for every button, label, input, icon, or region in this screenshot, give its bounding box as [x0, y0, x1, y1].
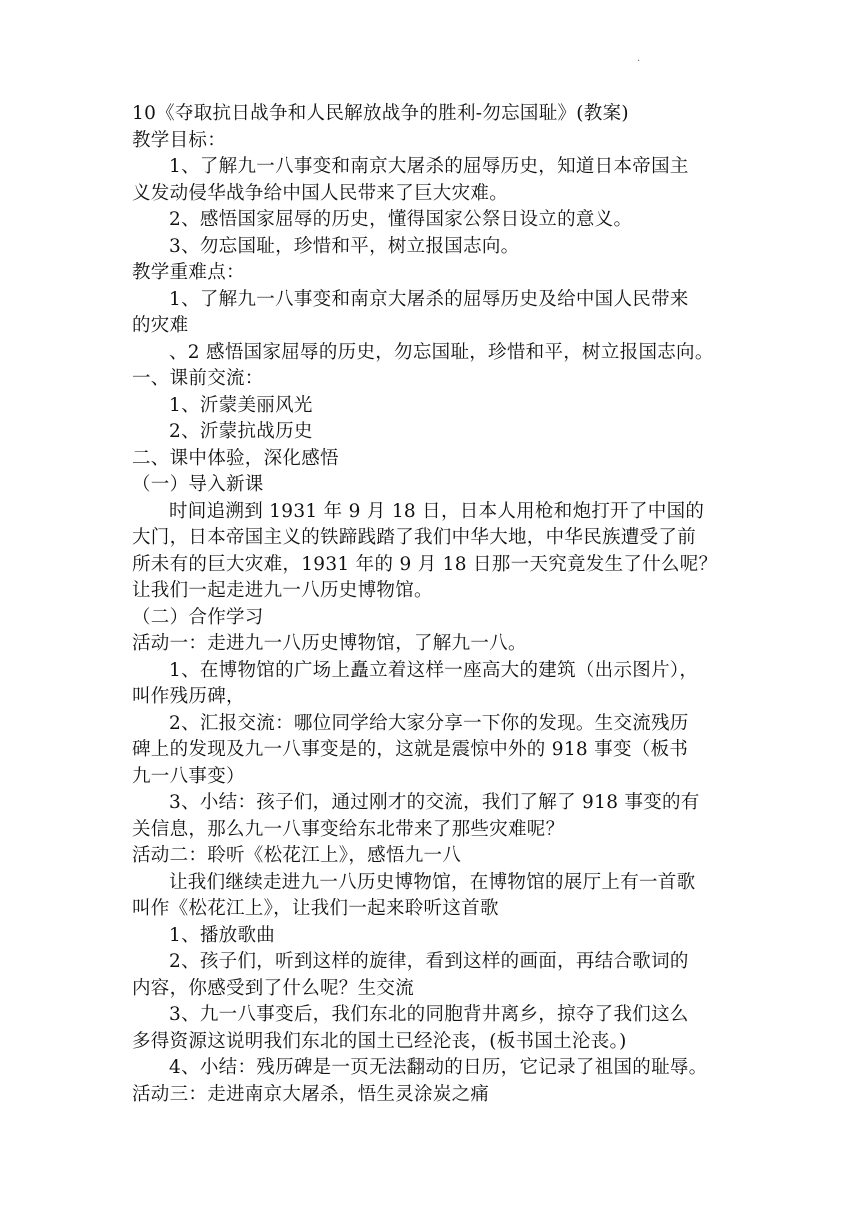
- text-line: 2、沂蒙抗战历史: [169, 421, 313, 442]
- text-line: 2、孩子们，听到这样的旋律，看到这样的画面，再结合歌词的: [169, 951, 689, 972]
- text-line: 、2 感悟国家屈辱的历史，勿忘国耻，珍惜和平，树立报国志向。: [169, 341, 714, 363]
- text-line: 3、小结：孩子们，通过刚才的交流，我们了解了 918 事变的有: [169, 792, 700, 813]
- text-line: 让我们继续走进九一八历史博物馆，在博物馆的展厅上有一首歌: [169, 871, 696, 893]
- text-line: 1、了解九一八事变和南京大屠杀的屈辱历史及给中国人民带来: [169, 288, 689, 310]
- text-line: 活动一：走进九一八历史博物馆，了解九一八。: [132, 633, 527, 654]
- text-line: 大门，日本帝国主义的铁蹄践踏了我们中华大地，中华民族遭受了前: [132, 527, 697, 548]
- text-line: 2、感悟国家屈辱的历史，懂得国家公祭日设立的意义。: [169, 209, 633, 230]
- text-line: 关信息，那么九一八事变给东北带来了那些灾难呢？: [132, 818, 565, 840]
- text-line: 二、课中体验，深化感悟: [132, 447, 339, 469]
- text-line: 3、勿忘国耻，珍惜和平，树立报国志向。: [169, 235, 520, 257]
- text-line: 教学目标：: [132, 129, 227, 151]
- text-line: 所未有的巨大灾难，1931 年的 9 月 18 日那一天究竟发生了什么呢？: [132, 553, 718, 575]
- text-line: （一）导入新课: [132, 474, 264, 495]
- text-line: 的灾难: [132, 315, 189, 336]
- text-line: 2、汇报交流：哪位同学给大家分享一下你的发现。生交流残历: [169, 712, 689, 734]
- text-line: 1、了解九一八事变和南京大屠杀的屈辱历史，知道日本帝国主: [169, 156, 689, 177]
- document-body: [132, 101, 736, 1108]
- text-line: 叫作残历碑，: [132, 686, 245, 707]
- text-line: 碑上的发现及九一八事变是的，这就是震惊中外的 918 事变（板书: [132, 739, 689, 760]
- text-line: 内容，你感受到了什么呢？生交流: [132, 977, 415, 999]
- text-line: 九一八事变）: [132, 765, 245, 787]
- text-line: 1、播放歌曲: [169, 924, 276, 946]
- document-title: 10《夺取抗日战争和人民解放战争的胜利-勿忘国耻》(教案): [132, 103, 629, 124]
- text-line: 活动三：走进南京大屠杀，悟生灵涂炭之痛: [132, 1083, 490, 1105]
- text-line: 教学重难点：: [132, 262, 245, 283]
- text-line: 让我们一起走进九一八历史博物馆。: [132, 580, 433, 601]
- text-line: 多得资源这说明我们东北的国土已经沦丧，(板书国土沦丧。): [132, 1030, 627, 1052]
- text-line: 3、九一八事变后，我们东北的同胞背井离乡，掠夺了我们这么: [169, 1004, 689, 1025]
- text-line: 活动二：聆听《松花江上》，感悟九一八: [132, 845, 462, 866]
- text-line: 1、在博物馆的广场上矗立着这样一座高大的建筑（出示图片），: [169, 659, 699, 681]
- text-line: （二）合作学习: [132, 606, 264, 628]
- text-line: 一、课前交流：: [132, 368, 264, 389]
- text-line: 1、沂蒙美丽风光: [169, 394, 313, 416]
- text-line: 4、小结：残历碑是一页无法翻动的日历，它记录了祖国的耻辱。: [169, 1057, 708, 1078]
- header-dot-mark: ·: [637, 56, 641, 67]
- text-line: 义发动侵华战争给中国人民带来了巨大灾难。: [132, 182, 509, 204]
- text-line: 叫作《松花江上》，让我们一起来聆听这首歌: [132, 898, 499, 919]
- text-line: 时间追溯到 1931 年 9 月 18 日，日本人用枪和炮打开了中国的: [169, 500, 705, 522]
